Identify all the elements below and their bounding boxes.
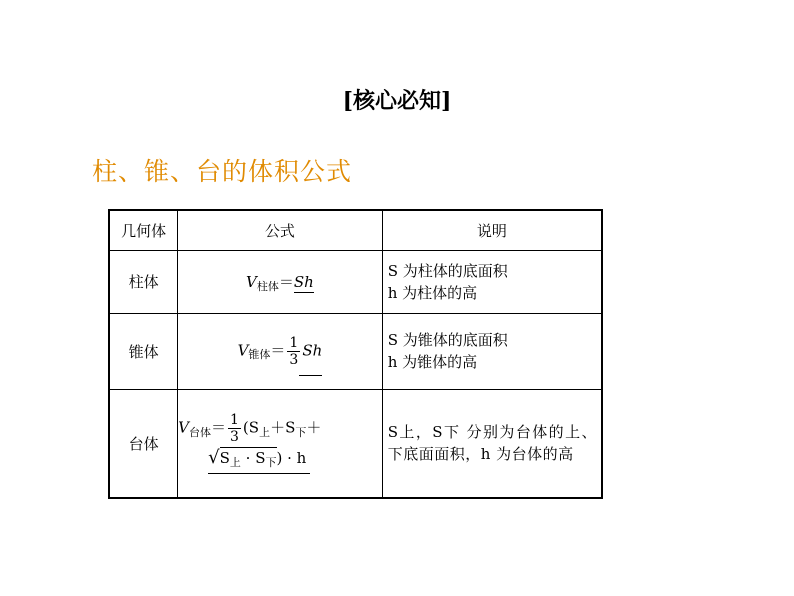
formula-subscript: 下: [265, 456, 277, 470]
description-line: S 为锥体的底面积: [387, 331, 508, 349]
formula-subscript: 柱体: [256, 280, 279, 293]
formula-part: S: [219, 449, 230, 468]
formula-subscript: 上: [259, 425, 271, 439]
table-row: [109, 389, 602, 498]
description-text: S上，S下 分别为台体的上、下底面面积，h 为台体的高: [387, 423, 597, 464]
description-cell: [382, 389, 602, 498]
solid-name: 台体: [109, 389, 178, 498]
formula-cell: [178, 250, 383, 313]
formula-part: (S: [242, 418, 260, 437]
solid-name: 锥体: [109, 313, 178, 389]
formula-cell: [178, 313, 383, 389]
fraction-numerator: 1: [289, 334, 299, 351]
table-row: [109, 250, 602, 313]
fraction-numerator: 1: [230, 412, 239, 429]
prism-volume-formula: [246, 271, 314, 292]
formula-v: V: [237, 341, 249, 359]
section-heading: [核心必知]: [342, 88, 452, 114]
fraction-denominator: 3: [230, 429, 239, 446]
table-row: [109, 313, 602, 389]
formula-part: · S: [240, 449, 266, 468]
table-header-row: [109, 210, 602, 250]
description-line: S 为柱体的底面积: [387, 261, 508, 280]
sqrt-icon: √: [208, 447, 220, 469]
fraction-denominator: 3: [289, 351, 299, 368]
answer-underline: [299, 375, 323, 376]
description-line: h 为锥体的高: [387, 353, 478, 371]
formula-part: ＋: [306, 418, 322, 437]
formula-v: V: [178, 418, 189, 437]
formula-rhs: Sh: [293, 273, 314, 291]
fraction: [228, 412, 241, 445]
fraction: [287, 335, 300, 368]
formula-cell: [178, 389, 383, 498]
formula-rhs: Sh: [302, 341, 323, 359]
formula-subscript: 上: [229, 456, 241, 470]
formula-subscript: 下: [295, 425, 307, 439]
formula-subscript: 锥体: [248, 348, 271, 361]
header-description: 说明: [382, 210, 602, 250]
frustum-volume-formula: [178, 412, 321, 474]
header-solid: 几何体: [109, 210, 178, 250]
formula-equals: ＝: [278, 273, 294, 291]
solid-name: 柱体: [109, 250, 178, 313]
header-formula: 公式: [178, 210, 383, 250]
pyramid-volume-formula: [238, 335, 323, 368]
formula-subscript: 台体: [188, 425, 211, 439]
formula-v: V: [246, 273, 257, 291]
sqrt-radicand: [219, 447, 277, 470]
description-cell: [382, 313, 602, 389]
description-line: h 为柱体的高: [387, 283, 478, 302]
formula-equals: ＝: [270, 341, 286, 359]
section-subtitle: 柱、锥、台的体积公式: [92, 157, 353, 186]
formula-equals: ＝: [210, 418, 226, 437]
description-cell: [382, 250, 602, 313]
formula-part: ＋S: [270, 418, 296, 437]
formula-part: ) · h: [276, 449, 307, 468]
volume-formula-table: [108, 209, 603, 499]
